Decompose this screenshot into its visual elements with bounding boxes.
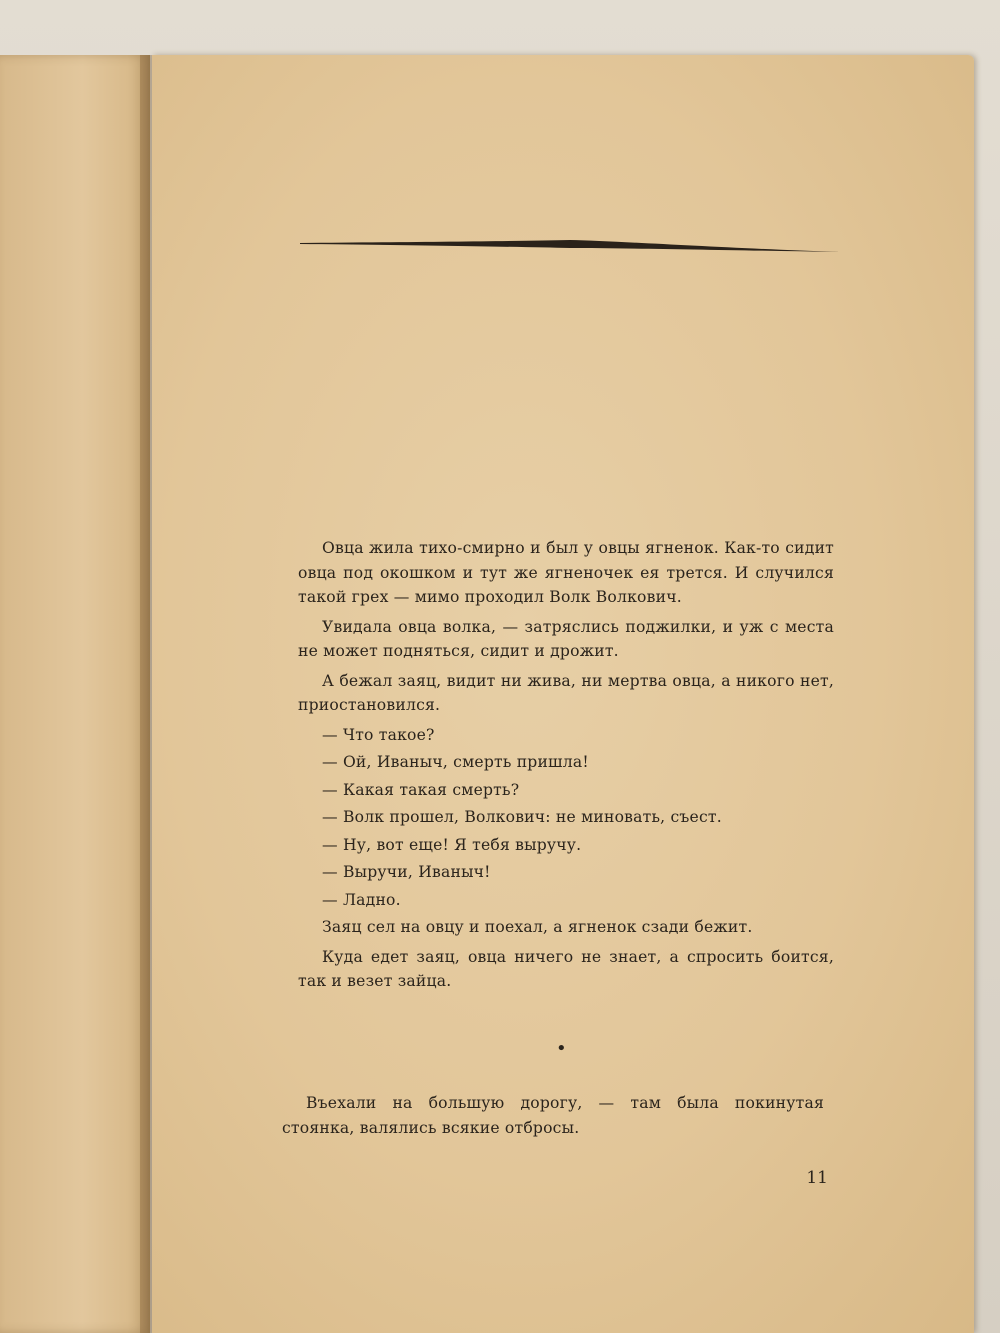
dialogue-line: — Волк прошел, Волкович: не миновать, съест. [322, 808, 722, 826]
paragraph-2: Увидала овца волка, — затряслись поджилки, и уж с места не может подняться, сидит и дрожит. [298, 617, 834, 660]
story-text [298, 536, 834, 999]
paragraph-5: Куда едет заяц, овца ничего не знает, а спросить боится, так и везет зайца. [298, 947, 834, 990]
dialogue-line: — Ой, Иваныч, смерть пришла! [322, 753, 589, 771]
dialogue-line: — Какая такая смерть? [322, 780, 520, 799]
left-page [0, 55, 150, 1333]
paragraph-4: Заяц сел на овцу и поехал, а ягненок сзади бежит. [322, 918, 753, 936]
continuation-text [282, 1091, 824, 1145]
paragraph-3: А бежал заяц, видит ни жива, ни мертва овца, а никого нет, приостановился. [298, 671, 834, 714]
dialogue-line: — Ладно. [322, 890, 401, 909]
dialogue-line: — Выручи, Иваныч! [322, 863, 491, 881]
section-break-mark: • [556, 1038, 567, 1059]
paragraph-6: Въехали на большую дорогу, — там была покинутая стоянка, валялись всякие отбросы. [282, 1094, 824, 1137]
page-number: 11 [806, 1168, 828, 1188]
paragraph-1: Овца жила тихо-смирно и был у овцы ягненок. Как-то сидит овца под окошком и тут же ягненочек ея трется. И случился такой грех — мимо проходил Волк Волкович. [298, 539, 834, 606]
dialogue-line: — Что такое? [322, 725, 435, 744]
ornamental-rule [300, 238, 840, 254]
dialogue-line: — Ну, вот еще! Я тебя выручу. [322, 835, 582, 854]
